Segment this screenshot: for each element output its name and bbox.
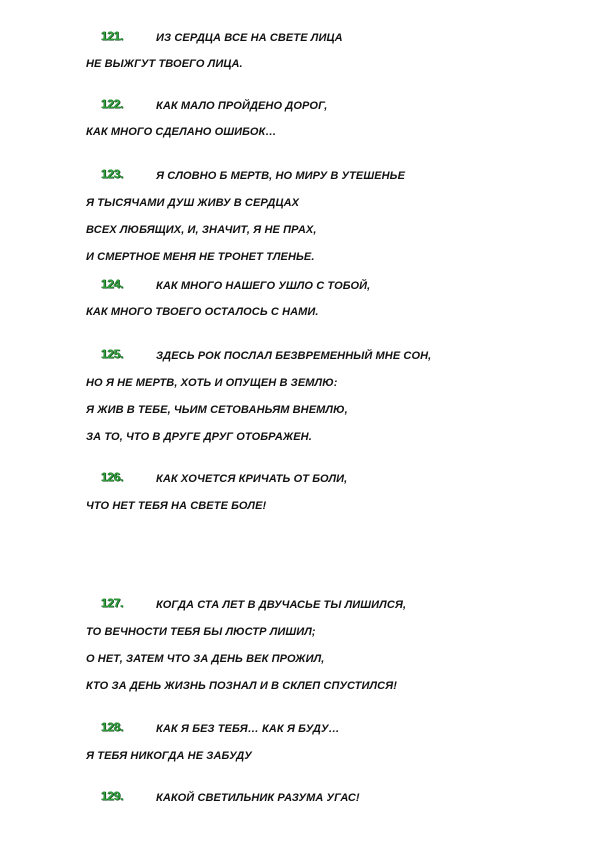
verse-line: Я СЛОВНО Б МЕРТВ, НО МИРУ В УТЕШЕНЬЕ [156, 170, 406, 182]
verse-line: И СМЕРТНОЕ МЕНЯ НЕ ТРОНЕТ ТЛЕНЬЕ. [86, 251, 315, 263]
verse-line: КОГДА СТА ЛЕТ В ДВУЧАСЬЕ ТЫ ЛИШИЛСЯ, [156, 599, 407, 611]
verse-number: 128. [101, 720, 124, 734]
verse-line: ЗДЕСЬ РОК ПОСЛАЛ БЕЗВРЕМЕННЫЙ МНЕ СОН, [156, 350, 432, 362]
verse-number: 123. [101, 167, 124, 181]
verse-line: ВСЕХ ЛЮБЯЩИХ, И, ЗНАЧИТ, Я НЕ ПРАХ, [86, 224, 317, 236]
verse-line: КТО ЗА ДЕНЬ ЖИЗНЬ ПОЗНАЛ И В СКЛЕП СПУСТИЛСЯ! [86, 680, 398, 692]
verse-number: 127. [101, 596, 124, 610]
verse-line: КАКОЙ СВЕТИЛЬНИК РАЗУМА УГАС! [156, 792, 360, 804]
verse-line: КАК МНОГО СДЕЛАНО ОШИБОК… [86, 126, 277, 138]
verse-line: ЧТО НЕТ ТЕБЯ НА СВЕТЕ БОЛЕ! [86, 500, 267, 512]
verse-number: 125. [101, 347, 124, 361]
verse-line: КАК МАЛО ПРОЙДЕНО ДОРОГ, [156, 100, 328, 112]
verse-line: ЗА ТО, ЧТО В ДРУГЕ ДРУГ ОТОБРАЖЕН. [86, 431, 312, 443]
verse-line: КАК ХОЧЕТСЯ КРИЧАТЬ ОТ БОЛИ, [156, 473, 348, 485]
verse-number: 121. [101, 29, 124, 43]
verse-line: КАК Я БЕЗ ТЕБЯ… КАК Я БУДУ… [156, 723, 340, 735]
verse-line: КАК МНОГО НАШЕГО УШЛО С ТОБОЙ, [156, 280, 371, 292]
verse-line: Я ТЫСЯЧАМИ ДУШ ЖИВУ В СЕРДЦАХ [86, 197, 300, 209]
verse-line: О НЕТ, ЗАТЕМ ЧТО ЗА ДЕНЬ ВЕК ПРОЖИЛ, [86, 653, 325, 665]
verse-line: НО Я НЕ МЕРТВ, ХОТЬ И ОПУЩЕН В ЗЕМЛЮ: [86, 377, 338, 389]
verse-line: КАК МНОГО ТВОЕГО ОСТАЛОСЬ С НАМИ. [86, 306, 319, 318]
verse-line: ИЗ СЕРДЦА ВСЕ НА СВЕТЕ ЛИЦА [156, 32, 343, 44]
verse-line: ТО ВЕЧНОСТИ ТЕБЯ БЫ ЛЮСТР ЛИШИЛ; [86, 626, 316, 638]
verse-line: Я ТЕБЯ НИКОГДА НЕ ЗАБУДУ [86, 750, 252, 762]
verse-number: 122. [101, 97, 124, 111]
verse-number: 126. [101, 470, 124, 484]
verse-line: Я ЖИВ В ТЕБЕ, ЧЬИМ СЕТОВАНЬЯМ ВНЕМЛЮ, [86, 404, 348, 416]
verse-number: 129. [101, 789, 124, 803]
verse-number: 124. [101, 277, 124, 291]
verse-line: НЕ ВЫЖГУТ ТВОЕГО ЛИЦА. [86, 58, 243, 70]
